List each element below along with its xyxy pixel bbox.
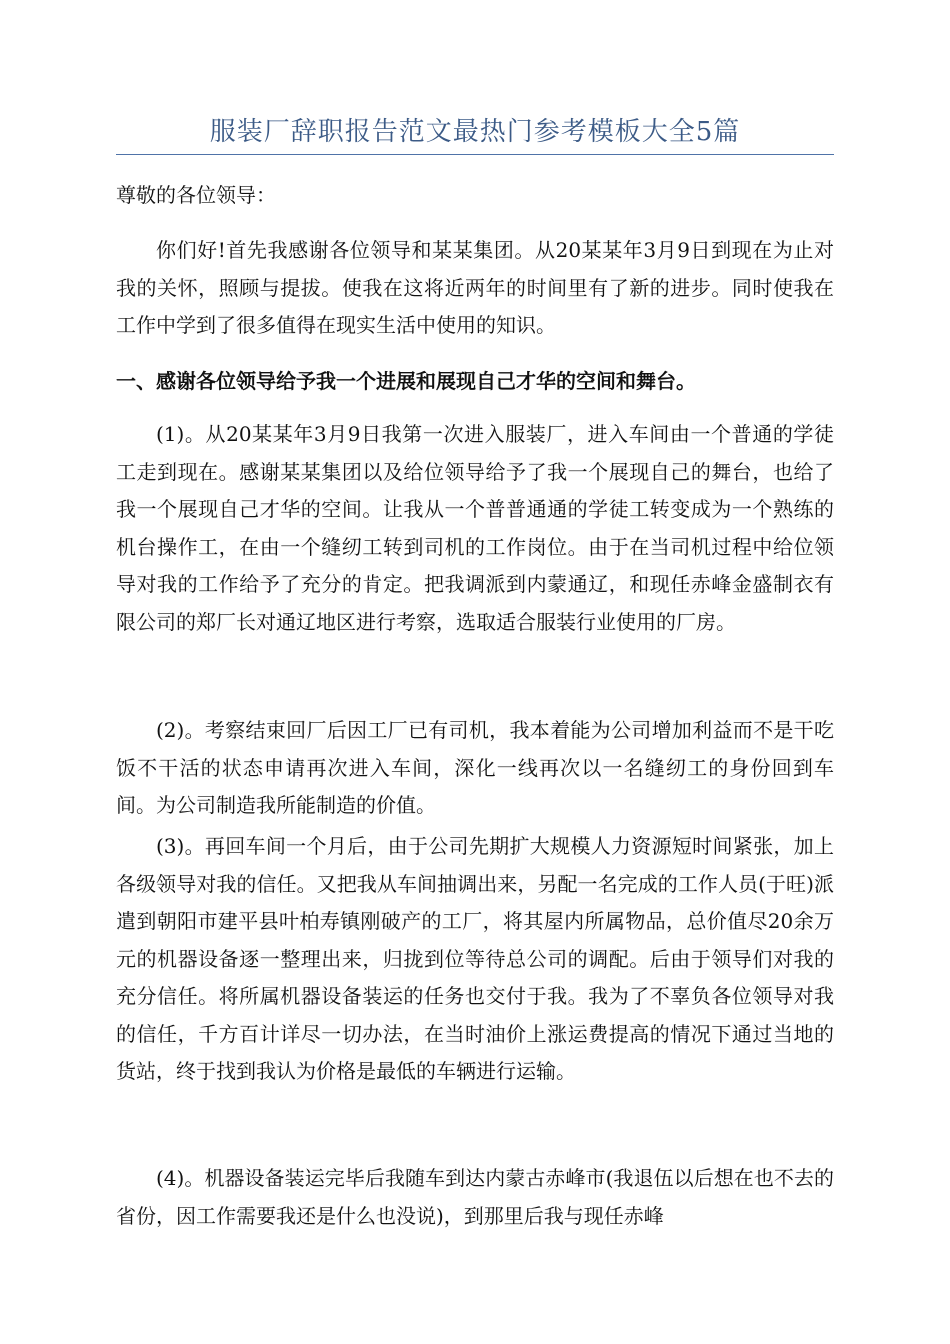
document-title: 服装厂辞职报告范文最热门参考模板大全5篇 [209,117,741,147]
paragraph-2: (2)。考察结束回厂后因工厂已有司机，我本着能为公司增加利益而不是干吃饭不干活的状态申请再次进入车间，深化一线再次以一名缝纫工的身份回到车间。为公司制造我所能制造的价值。 [116,718,834,817]
salutation: 尊敬的各位领导： [116,183,276,207]
paragraph-4: (4)。机器设备装运完毕后我随车到达内蒙古赤峰市(我退伍以后想在也不去的省份，因工作需要我还是什么也没说)，到那里后我与现任赤峰 [116,1166,834,1228]
paragraph-3: (3)。再回车间一个月后，由于公司先期扩大规模人力资源短时间紧张，加上各级领导对我的信任。又把我从车间抽调出来，另配一名完成的工作人员(于旺)派遣到朝阳市建平县叶柏寿镇刚破产的工厂，将其屋内所属物品，总价值尽20余万元的机器设备逐一整理出来，归拢到位等待总公司的调配。后由于领导们对我的充分信任。将所属机器设备装运的任务也交付于我。我为了不辜负各位领导对我的信任，千方百计详尽一切办法，在当时油价上涨运费提高的情况下通过当地的货站，终于找到我认为价格是最低的车辆进行运输。 [116,834,834,1083]
title-underline [116,154,834,155]
paragraph-1: (1)。从20某某年3月9日我第一次进入服装厂，进入车间由一个普通的学徒工走到现在。感谢某某集团以及给位领导给予了我一个展现自己的舞台，也给了我一个展现自己才华的空间。让我从一个普普通通的学徒工转变成为一个熟练的机台操作工，在由一个缝纫工转到司机的工作岗位。由于在当司机过程中给位领导对我的工作给予了充分的肯定。把我调派到内蒙通辽，和现任赤峰金盛制衣有限公司的郑厂长对通辽地区进行考察，选取适合服装行业使用的厂房。 [116,422,834,634]
intro-paragraph: 你们好!首先我感谢各位领导和某某集团。从20某某年3月9日到现在为止对我的关怀，照顾与提拔。使我在这将近两年的时间里有了新的进步。同时使我在工作中学到了很多值得在现实生活中使用的知识。 [116,238,834,337]
section-heading: 一、感谢各位领导给予我一个进展和展现自己才华的空间和舞台。 [116,369,696,393]
